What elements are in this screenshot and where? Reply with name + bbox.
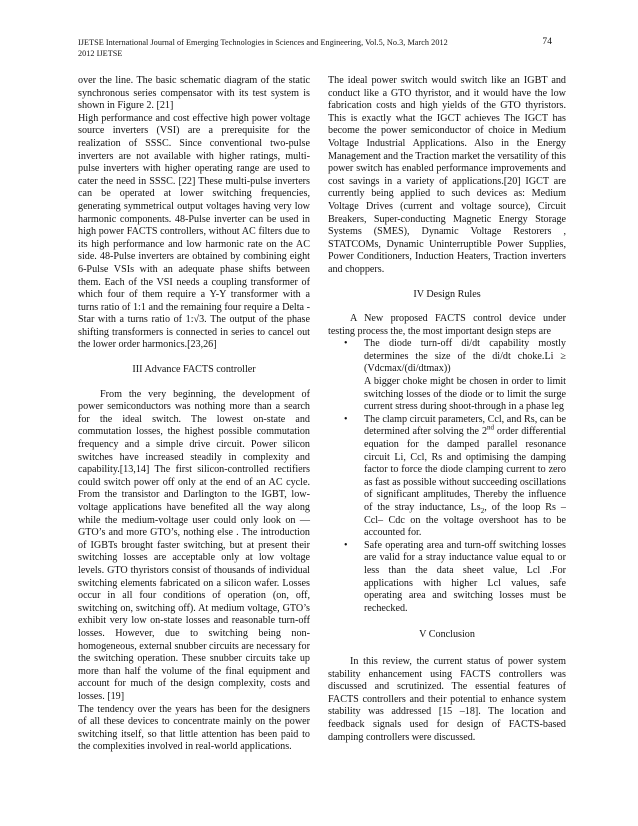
right-paragraph-2: A New proposed FACTS control device under testing process the, the most important design steps are — [328, 313, 566, 337]
left-column — [78, 75, 310, 754]
left-paragraph-1: over the line. The basic schematic diagram of the static synchronous series compensator with its test system is shown in Figure 2. [21] — [78, 75, 310, 112]
section-4-heading: IV Design Rules — [413, 288, 481, 300]
right-column — [328, 75, 566, 744]
bullet-2-text: The clamp circuit parameters, Ccl, and Rs, can be determined after solving the 2nd order differential equation for the damped parallel resonance circuit Li, Ccl, Rs and optimising the damping factor to force the diode clamping current to zero as fast as possible without succeeding oscillations of significant amplitudes, Thereby the influence of the stray inductance, $Ls_2$, of the loop Rs – Ccl– Cdc on the voltage overshoot has to be accounted for. — [364, 413, 567, 539]
right-paragraph-3: In this review, the current status of power system stability enhancement using FACTS controllers was discussed and scrutinized. The essential features of FACTS controllers and their potential to enhance system stability was addressed [15 –18]. The location and feedback signals used for design of FACTS-based damping controllers were discussed. — [328, 655, 566, 743]
bullet-1-text: The diode turn-off di/dt capability mostly determines the size of the di/dt choke.Li ≥ (Vdcmax/(di/dtmax)) — [364, 338, 566, 375]
right-paragraph-1: The ideal power switch would switch like an IGBT and conduct like a GTO thyristor, and it would have the low fabrication costs and high yields of the GTO thyristors. This is exactly what the IGCT achieves The IGCT has become the power semiconductor of choice in Medium Voltage Industrial Applications. Also in the Energy Management and the Traction market the versatility of this power switch has enabled performance improvements and cost savings in a variety of applications.[20] IGCT are currently being applied to such devices as: Medium Voltage Drives (current and voltage source), Circuit Breakers, Super-conducting Magnetic Energy Storage Systems (SMES), Dynamic Voltage Restorers , STATCOMs, Dynamic Uninterruptible Power Supplies, Power Conditioners, Induction Heaters, Traction inverters and choppers. — [328, 75, 566, 275]
list-item — [328, 338, 566, 414]
bullet-icon: • — [344, 338, 348, 350]
journal-title: IJETSE International Journal of Emerging Technologies in Sciences and Engineering, Vol.5, No.3, March 2012 — [78, 38, 448, 47]
copyright-line: 2012 IJETSE — [78, 49, 123, 58]
design-rules-list — [328, 338, 566, 615]
list-item — [328, 540, 566, 616]
section-5-heading: V Conclusion — [419, 629, 475, 641]
bullet-icon: • — [344, 539, 348, 551]
bullet-1-continuation: A bigger choke might be chosen in order to limit switching losses of the diode or to limit the surge current stress during shoot-through in a phase leg — [364, 376, 566, 413]
left-paragraph-4: The tendency over the years has been for the designers of all these devices to concentrate mainly on the power switching itself, so that little attention has been paid to the complexities involved in real-world applications. — [78, 703, 310, 753]
left-paragraph-3: From the very beginning, the development of power semiconductors was nothing more than a search for the ideal switch. The lowest on-state and commutation losses, the highest possible commutation frequency and a simple drive circuit. Power silicon switches have increased steadily in complexity and capability.[13,14] The first silicon-controlled rectifiers could switch power off only at the end of an AC cycle. From the transistor and Darlington to the IGBT, low-voltage applications have benefited all the way along while the medium-voltage user could only look on — GTO’s and more GTO’s, nothing else . The introduction of IGBTs brought faster switching, but at present their switching losses are acceptable only at low voltage levels. GTO thyristors consist of thousands of individual switching elements fabricated on a silicon wafer. Losses occur in all four conditions of operation (on, off, switching on, switching off). At medium voltage, GTO’s exhibit very low on-state losses and reasonable turn-off losses. However, due to switching being non-homogeneous, external snubber circuits are necessary for the switching operation. These snubber circuits take up more than half the volume of the final equipment and account for much of the design complexity, costs and losses. [19] — [78, 388, 310, 702]
page-number: 74 — [542, 37, 552, 47]
section-3-heading: III Advance FACTS controller — [132, 364, 256, 376]
bullet-icon: • — [344, 413, 348, 425]
left-paragraph-2: High performance and cost effective high power voltage source inverters (VSI) are a prerequisite for the realization of SSSC. Since conventional two-pulse inverters are not available with higher ratings, multi-pulse inverters with higher operating range are used to cater the need in SSSC. [22] These multi-pulse inverters can be operated at lower switching frequencies, generating symmetrical output voltages having very low harmonic components. 48-Pulse inverter can be used in high power FACTS controllers, without AC filters due to its high performance and low harmonic rate on the AC side. 48-Pulse inverters are obtained by combining eight 6-Pulse VSIs with an adequate phase shifts between them. Each of the VSI needs a coupling transformer of which four of them require a Y-Y transformer with a turns ratio of 1:1 and the remaining four require a Delta - Star with a turns ratio of 1:√3. The output of the phase shifting transformers is connected in series to cancel out the lower order harmonics.[23,26] — [78, 112, 310, 351]
page-header — [78, 37, 558, 59]
bullet-3-text: Safe operating area and turn-off switching losses are valid for a stray inductance value equal to or less than the data sheet value, Lcl .For applications with higher Lcl values, safe operating area and switching losses must be rechecked. — [364, 539, 566, 614]
list-item — [328, 414, 566, 540]
